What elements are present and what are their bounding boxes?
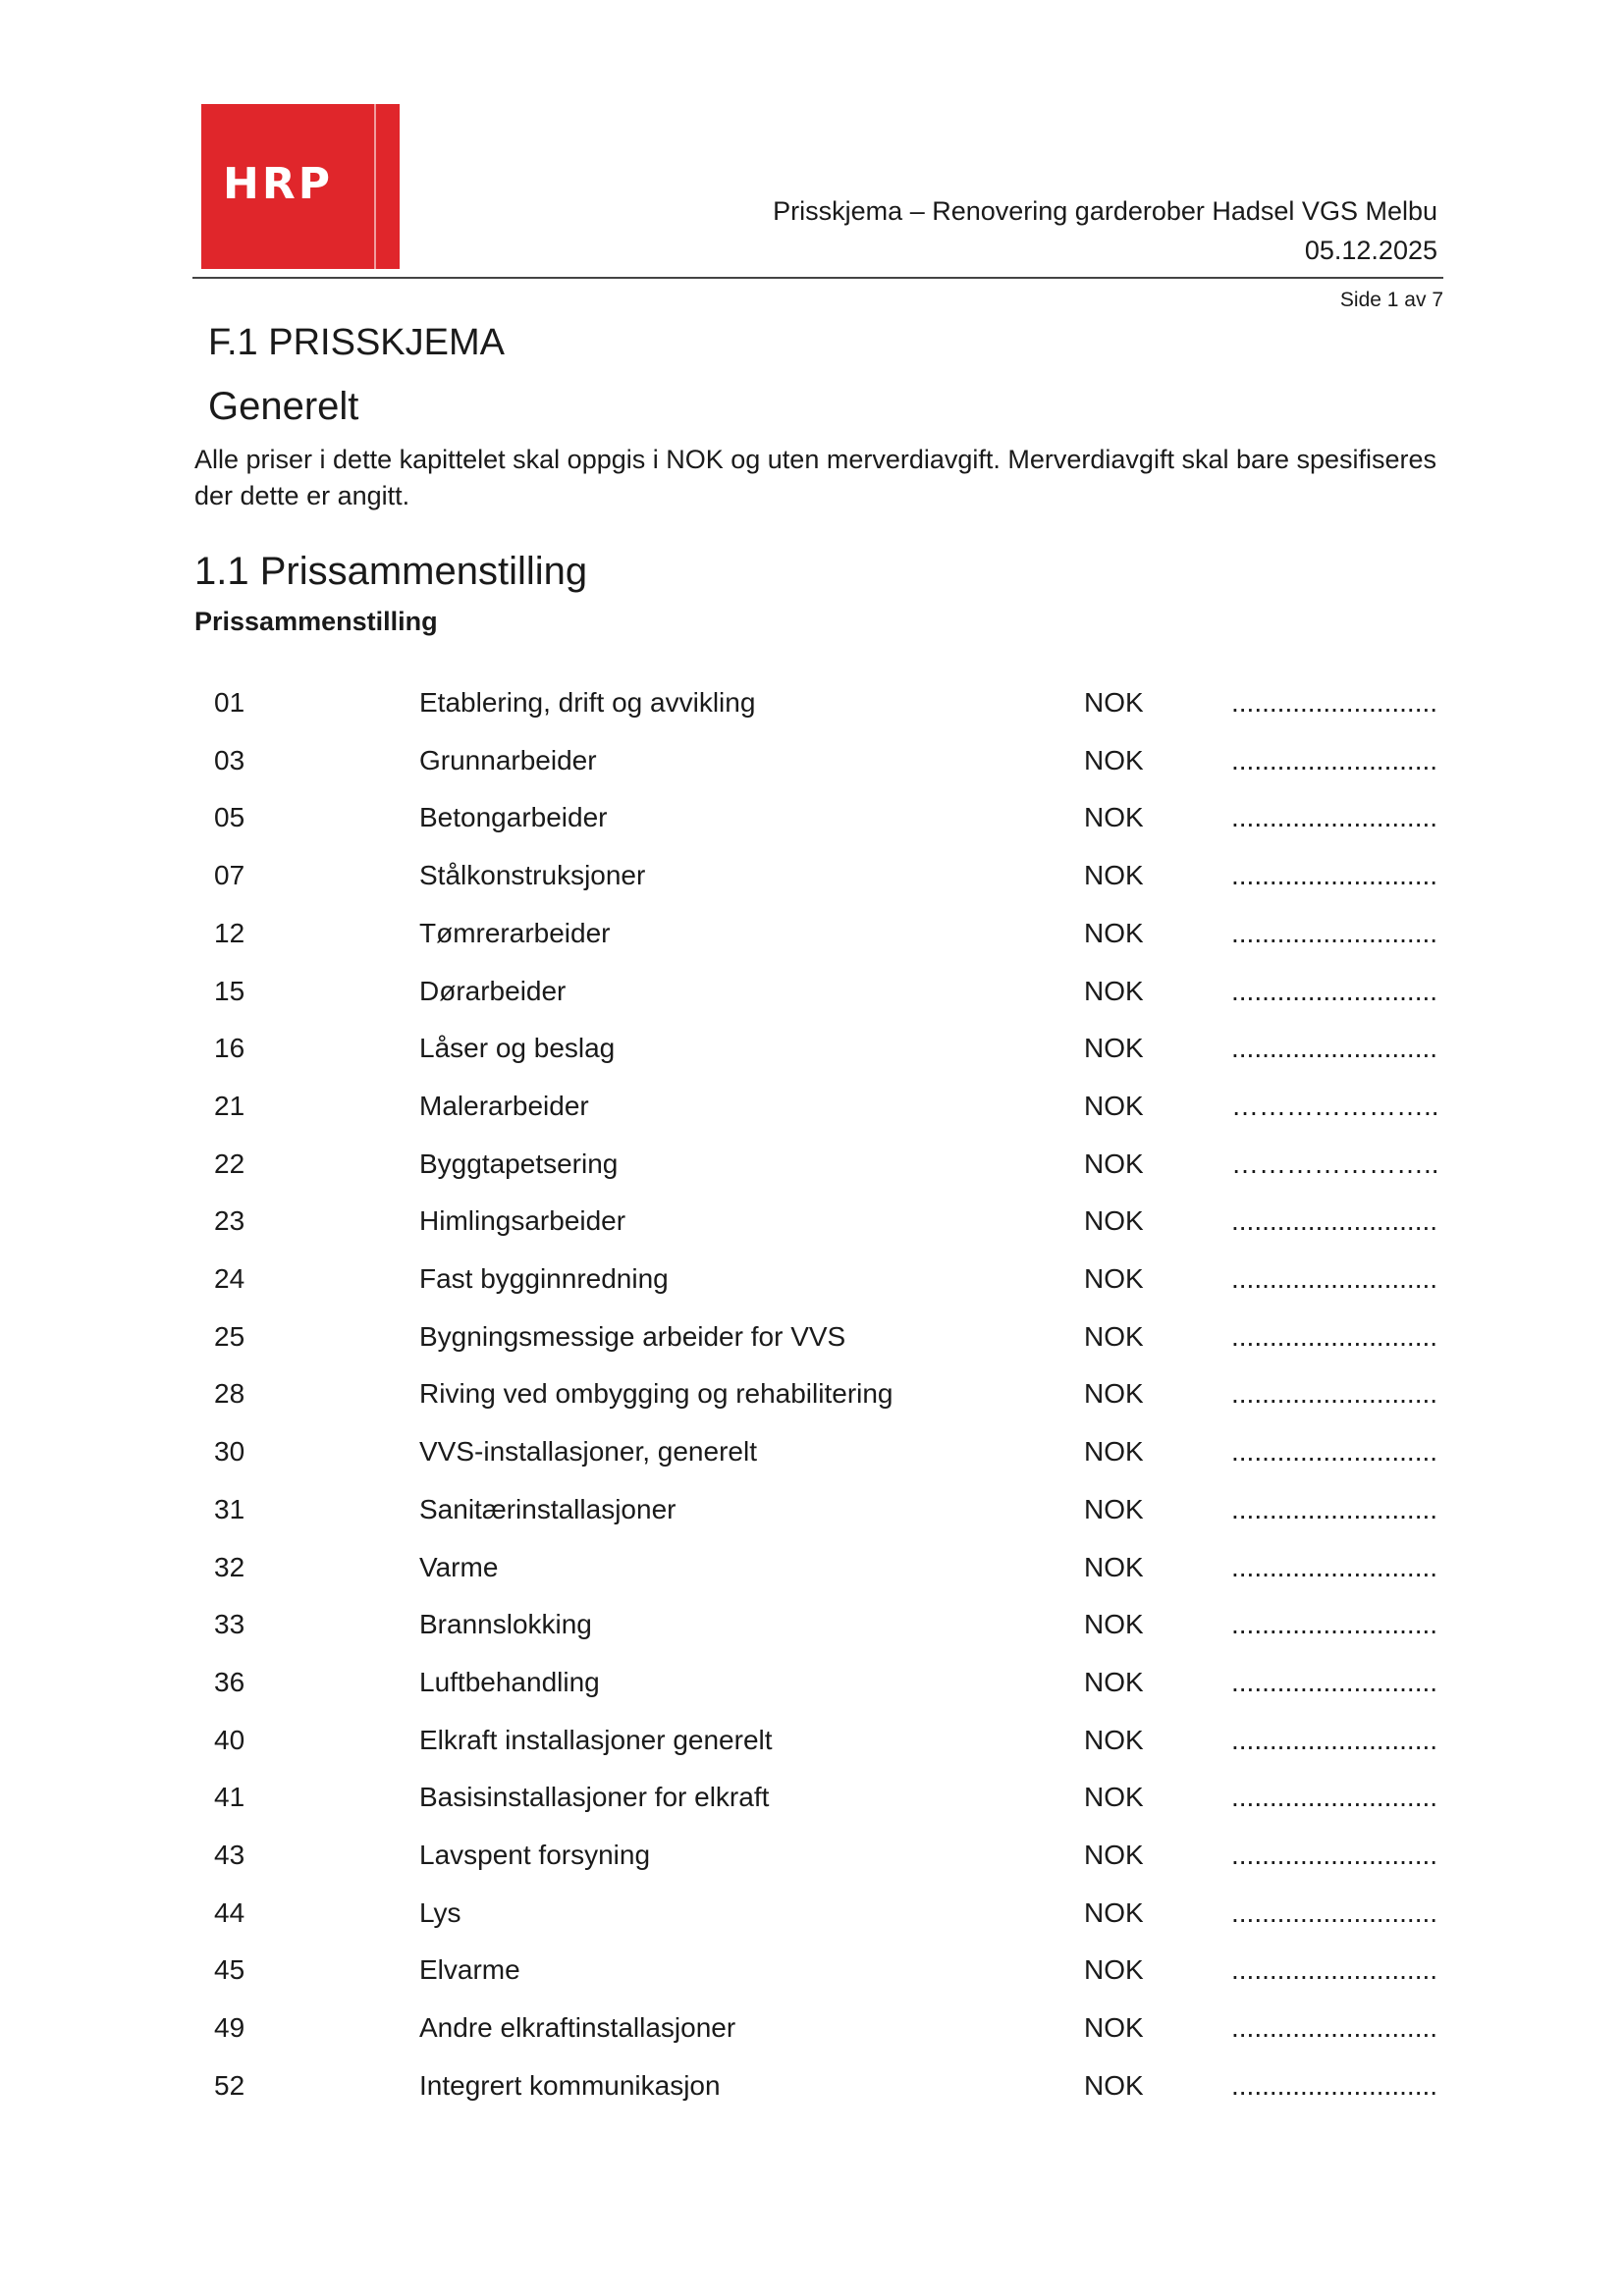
item-currency: NOK [1084,1205,1144,1237]
price-row [0,2070,1624,2109]
item-code: 44 [214,1896,245,1928]
intro-paragraph: Alle priser i dette kapittelet skal oppgis i NOK og uten merverdiavgift. Merverdiavgift skal bare spesifiseres der dette er angitt. [194,445,1437,510]
item-code: 25 [214,1320,245,1352]
item-code: 52 [214,2069,245,2101]
item-name: Dørarbeider [419,975,567,1006]
logo-text: HRP [223,159,333,209]
price-field[interactable]: ........................... [1231,744,1438,775]
price-field[interactable]: ........................... [1231,975,1438,1006]
item-name: Basisinstallasjoner for elkraft [419,1782,770,1813]
price-field[interactable]: ........................... [1231,802,1438,833]
item-name: Integrert kommunikasjon [419,2069,721,2101]
price-row [0,1148,1624,1188]
price-row [0,860,1624,899]
price-row [0,1205,1624,1245]
price-row [0,745,1624,784]
price-field[interactable]: ........................... [1231,2069,1438,2101]
item-name: Lys [419,1896,461,1928]
price-row [0,1667,1624,1706]
price-field[interactable]: ........................... [1231,1666,1438,1697]
price-field[interactable]: ........................... [1231,1551,1438,1582]
item-currency: NOK [1084,917,1144,948]
price-field[interactable]: ........................... [1231,1782,1438,1813]
item-code: 15 [214,975,245,1006]
item-name: Sanitærinstallasjoner [419,1493,677,1524]
item-name: Bygningsmessige arbeider for VVS [419,1320,846,1352]
item-currency: NOK [1084,1090,1144,1121]
price-row [0,1782,1624,1821]
item-name: Lavspent forsyning [419,1840,651,1870]
table-heading: Prissammenstilling [194,607,438,636]
item-currency: NOK [1084,1782,1144,1813]
item-currency: NOK [1084,1896,1144,1928]
item-code: 12 [214,917,245,948]
price-row [0,1494,1624,1533]
item-name: Stålkonstruksjoner [419,860,646,891]
price-field[interactable]: ........................... [1231,1033,1438,1064]
price-row [0,1609,1624,1648]
price-field[interactable]: ........................... [1231,1896,1438,1928]
price-row [0,1840,1624,1879]
price-field[interactable]: ........................... [1231,1609,1438,1640]
item-currency: NOK [1084,1666,1144,1697]
price-row [0,687,1624,726]
item-code: 40 [214,1724,245,1755]
item-code: 07 [214,860,245,891]
price-field[interactable]: ........................... [1231,1840,1438,1870]
price-field[interactable]: ........................... [1231,1493,1438,1524]
header-divider [192,277,1443,279]
item-currency: NOK [1084,1724,1144,1755]
item-currency: NOK [1084,1840,1144,1870]
item-code: 24 [214,1263,245,1294]
item-name: Grunnarbeider [419,744,597,775]
section-heading: 1.1 Prissammenstilling [194,550,588,593]
item-currency: NOK [1084,802,1144,833]
price-field[interactable]: ........................... [1231,917,1438,948]
item-name: Fast bygginnredning [419,1263,669,1294]
price-row [0,1897,1624,1937]
price-field[interactable]: ........................... [1231,1378,1438,1410]
item-code: 28 [214,1378,245,1410]
item-currency: NOK [1084,1033,1144,1064]
item-currency: NOK [1084,1263,1144,1294]
item-code: 22 [214,1148,245,1179]
item-name: Elkraft installasjoner generelt [419,1724,773,1755]
item-currency: NOK [1084,1551,1144,1582]
price-row [0,2012,1624,2052]
item-currency: NOK [1084,1148,1144,1179]
item-name: Tømrerarbeider [419,917,611,948]
item-name: Riving ved ombygging og rehabilitering [419,1378,893,1410]
item-code: 33 [214,1609,245,1640]
price-field[interactable]: ........................... [1231,2012,1438,2044]
item-name: Låser og beslag [419,1033,616,1064]
price-field[interactable]: ........................... [1231,1205,1438,1237]
item-name: Brannslokking [419,1609,592,1640]
item-name: Elvarme [419,1954,520,1986]
price-row [0,802,1624,841]
price-row [0,918,1624,957]
item-name: VVS-installasjoner, generelt [419,1436,757,1468]
price-row [0,1263,1624,1303]
item-currency: NOK [1084,744,1144,775]
item-name: Betongarbeider [419,802,608,833]
item-code: 05 [214,802,245,833]
price-field[interactable]: ........................... [1231,1263,1438,1294]
item-currency: NOK [1084,1320,1144,1352]
price-row [0,976,1624,1015]
item-code: 16 [214,1033,245,1064]
item-code: 21 [214,1090,245,1121]
hrp-logo [201,104,400,269]
item-code: 31 [214,1493,245,1524]
item-name: Varme [419,1551,499,1582]
item-currency: NOK [1084,687,1144,718]
item-currency: NOK [1084,1954,1144,1986]
item-code: 41 [214,1782,245,1813]
price-row [0,1954,1624,1994]
price-field[interactable]: ………………….. [1231,1090,1439,1121]
price-row [0,1552,1624,1591]
price-row [0,1033,1624,1072]
price-field[interactable]: ………………….. [1231,1148,1439,1179]
item-name: Andre elkraftinstallasjoner [419,2012,736,2044]
item-currency: NOK [1084,860,1144,891]
price-row [0,1091,1624,1130]
document-date: 05.12.2025 [1304,236,1437,265]
item-name: Byggtapetsering [419,1148,619,1179]
document-title: Prisskjema – Renovering garderober Hadsel VGS Melbu [773,196,1437,226]
price-row [0,1378,1624,1417]
logo-divider [374,104,376,269]
price-field[interactable]: ........................... [1231,1724,1438,1755]
general-heading: Generelt [208,385,359,428]
item-code: 03 [214,744,245,775]
item-name: Luftbehandling [419,1666,600,1697]
item-currency: NOK [1084,2012,1144,2044]
item-currency: NOK [1084,975,1144,1006]
item-code: 23 [214,1205,245,1237]
price-field[interactable]: ........................... [1231,1954,1438,1986]
price-row [0,1725,1624,1764]
item-name: Malerarbeider [419,1090,589,1121]
item-currency: NOK [1084,1609,1144,1640]
price-field[interactable]: ........................... [1231,687,1438,718]
price-field[interactable]: ........................... [1231,1436,1438,1468]
item-code: 43 [214,1840,245,1870]
item-code: 36 [214,1666,245,1697]
item-currency: NOK [1084,2069,1144,2101]
item-currency: NOK [1084,1436,1144,1468]
item-code: 49 [214,2012,245,2044]
item-code: 01 [214,687,245,718]
price-field[interactable]: ........................... [1231,1320,1438,1352]
price-row [0,1436,1624,1475]
item-name: Himlingsarbeider [419,1205,626,1237]
item-code: 30 [214,1436,245,1468]
chapter-heading: F.1 PRISSKJEMA [208,322,505,363]
price-row [0,1321,1624,1361]
item-code: 32 [214,1551,245,1582]
price-field[interactable]: ........................... [1231,860,1438,891]
item-name: Etablering, drift og avvikling [419,687,756,718]
item-currency: NOK [1084,1378,1144,1410]
item-currency: NOK [1084,1493,1144,1524]
page-number: Side 1 av 7 [1339,289,1443,311]
item-code: 45 [214,1954,245,1986]
